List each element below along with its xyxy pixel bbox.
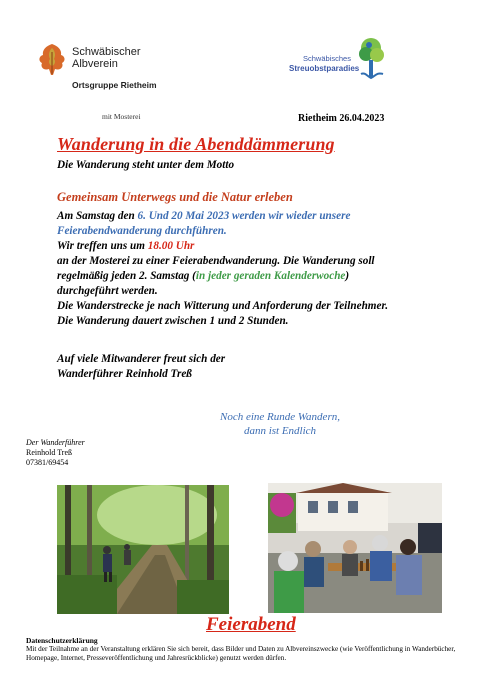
logo-note: mit Mosterei	[102, 112, 141, 121]
forest-walk-photo	[57, 485, 229, 614]
paragraph-line-7: Die Wanderstrecke je nach Witterung und Anforderung der Teilnehmer.	[57, 300, 389, 312]
slogan-line-1: Noch eine Runde Wandern,	[220, 411, 340, 423]
feierabend-heading: Feierabend	[206, 614, 296, 635]
text-segment: regelmäßig jeden 2. Samstag (	[57, 270, 196, 282]
paragraph-line-2: Feierabendwanderung durchführen.	[57, 225, 227, 237]
motto: Gemeinsam Unterwegs und die Natur erleben	[57, 190, 293, 204]
text-segment: Wir treffen uns um	[57, 240, 148, 252]
streuobstparadies-logo	[283, 34, 393, 84]
tree-icon	[357, 36, 387, 82]
logo-group: Ortsgruppe Rietheim	[72, 80, 157, 90]
time-highlight: 18.00 Uhr	[147, 240, 195, 252]
privacy-text: Mit der Teilnahme an der Veranstaltung erklären Sie sich bereit, dass Bilder und Daten zu Albvereinszwecke (wie Veröffentlichung in Wanderbücher, Homepage, Internet, Presseveröffentlichung und Jahresrückblicke) genutzt werden dürfen.	[26, 645, 456, 662]
albverein-logo	[36, 38, 166, 128]
slogan-line-2: dann ist Endlich	[243, 425, 317, 437]
signature-block	[26, 438, 85, 468]
text-segment: Am Samstag den	[57, 210, 138, 222]
paragraph-line-1	[57, 209, 388, 224]
closing-line-2: Wanderführer Reinhold Treß	[57, 368, 192, 380]
announcement-paragraph	[57, 209, 388, 329]
oak-leaf-icon	[36, 42, 68, 76]
privacy-title: Datenschutzerklärung	[26, 636, 98, 645]
group-feierabend-photo	[268, 483, 442, 613]
paragraph-line-4: an der Mosterei zu einer Feierabendwanderung. Die Wanderung soll	[57, 255, 375, 267]
document-date: Rietheim 26.04.2023	[298, 113, 385, 124]
page-title: Wanderung in die Abenddämmerung	[57, 134, 335, 154]
motto-intro: Die Wanderung steht unter dem Motto	[57, 159, 235, 171]
streu-line1: Schwäbisches	[303, 54, 351, 63]
signature-role: Der Wanderführer	[26, 438, 85, 447]
text-segment: )	[345, 270, 350, 282]
logo-title-line2: Albverein	[72, 58, 118, 70]
closing-line-1: Auf viele Mitwanderer freut sich der	[57, 353, 226, 365]
paragraph-line-6: durchgeführt werden.	[57, 285, 158, 297]
logo-title-line1: Schwäbischer	[72, 46, 141, 58]
paragraph-line-5	[57, 269, 388, 284]
paragraph-line-3	[57, 239, 388, 254]
signature-phone: 07381/69454	[26, 458, 69, 467]
calendar-week-highlight: in jeder geraden Kalenderwoche	[195, 270, 346, 282]
streu-line2: Streuobstparadies	[289, 64, 360, 73]
slogan	[206, 410, 354, 438]
paragraph-line-8: Die Wanderung dauert zwischen 1 und 2 Stunden.	[57, 315, 289, 327]
signature-name: Reinhold Treß	[26, 448, 73, 457]
dates-highlight: 6. Und 20 Mai 2023 werden wir wieder unsere	[137, 210, 351, 222]
closing	[57, 352, 225, 382]
